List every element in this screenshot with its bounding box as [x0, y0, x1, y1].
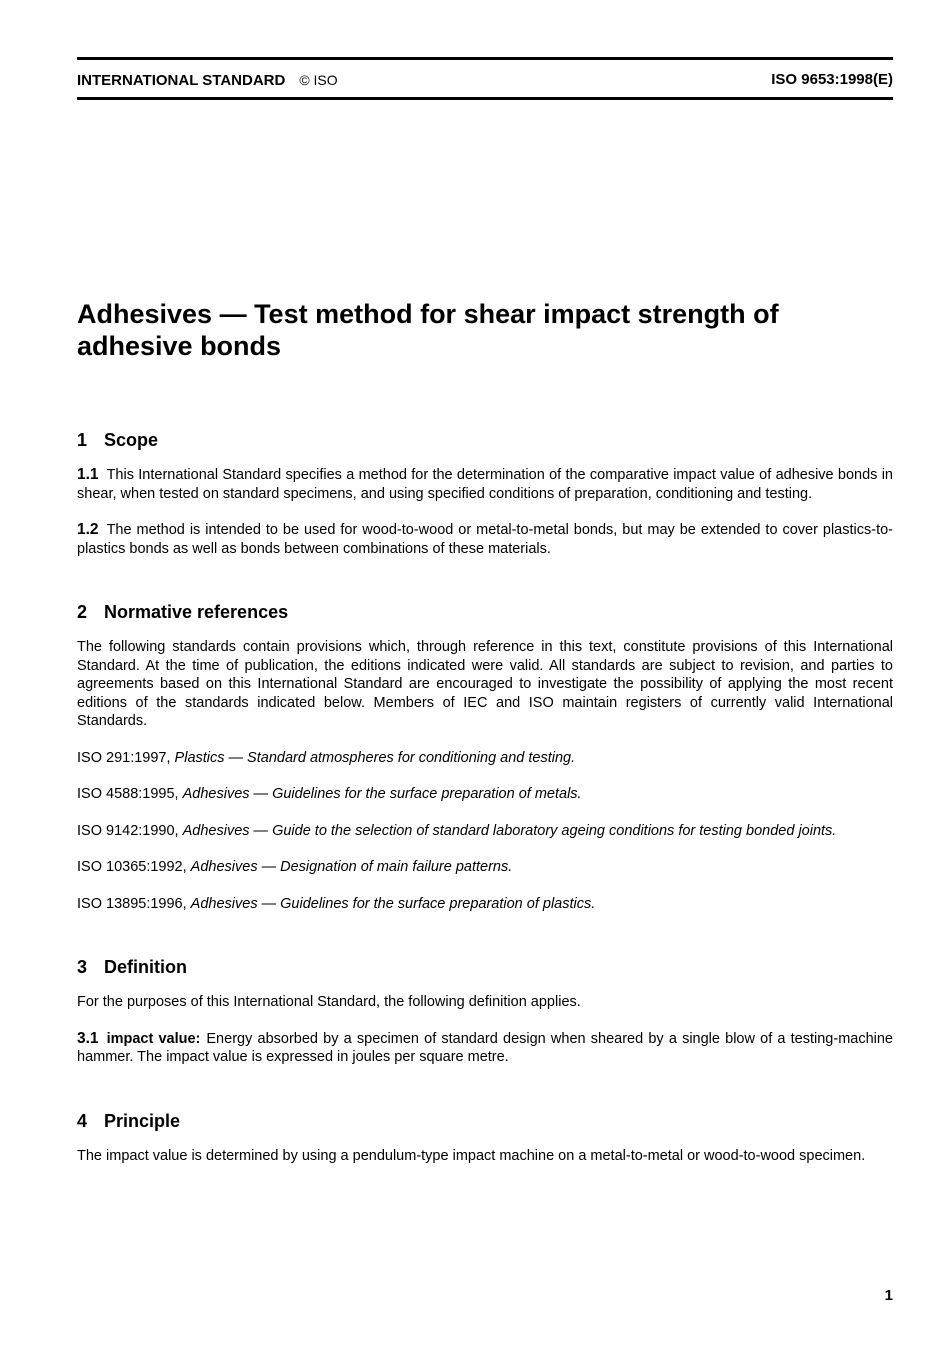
document-title: Adhesives — Test method for shear impact strength of adhesive bonds [77, 299, 779, 361]
section-number: 2 [77, 602, 88, 622]
section-title: Normative references [104, 602, 289, 622]
clause-number: 3.1 [77, 1029, 99, 1047]
header-copyright: © ISO [299, 72, 338, 88]
reference-title: Plastics — Standard atmospheres for conditioning and testing. [174, 749, 576, 766]
header-bottom-rule [77, 97, 893, 100]
reference-item [77, 822, 893, 841]
reference-code: ISO 4588:1995, [77, 786, 183, 802]
section-title: Principle [104, 1110, 181, 1131]
reference-code: ISO 10365:1992, [77, 859, 191, 875]
principle-text: The impact value is determined by using a pendulum-type impact machine on a metal-to-metal or wood-to-wood specimen. [77, 1147, 866, 1164]
section-heading-definition [77, 955, 893, 979]
document-body [77, 428, 893, 1165]
reference-title: Adhesives — Guide to the selection of standard laboratory ageing conditions for testing bonded joints. [182, 822, 837, 839]
reference-item [77, 785, 893, 804]
running-header [77, 70, 893, 90]
section-title: Definition [104, 957, 187, 977]
section-number: 3 [77, 957, 88, 977]
section-number: 1 [77, 430, 88, 450]
clause-1-2 [77, 521, 893, 558]
section-title: Scope [104, 430, 159, 450]
clause-1-1 [77, 466, 893, 503]
reference-item [77, 895, 893, 914]
reference-code: ISO 291:1997, [77, 749, 175, 766]
section-heading-scope [77, 428, 893, 452]
reference-item [77, 749, 893, 768]
section-number: 4 [77, 1110, 88, 1131]
page-number: 1 [884, 1287, 893, 1304]
normative-references-intro: The following standards contain provisions which, through reference in this text, constitute provisions of this International Standard. At the time of publication, the editions indicated were valid. All standards are subject to revision, and parties to agreements based on this International Standard are encouraged to investigate the possibility of applying the most recent editions of the standards indicated below. Members of IEC and ISO maintain registers of currently valid International Standards. [77, 639, 893, 729]
clause-text: Energy absorbed by a specimen of standard design when sheared by a single blow of a testing-machine hammer. The impact value is expressed in joules per square metre. [77, 1030, 893, 1065]
defined-term: impact value: [106, 1030, 201, 1047]
definition-intro: For the purposes of this International Standard, the following definition applies. [77, 994, 581, 1010]
reference-item [77, 858, 893, 877]
header-document-id: ISO 9653:1998(E) [771, 71, 893, 88]
clause-3-1 [77, 1030, 893, 1067]
section-heading-principle [77, 1109, 893, 1133]
clause-text: This International Standard specifies a method for the determination of the comparative impact value of adhesive bonds in shear, when tested on standard specimens, and using specified conditions of preparation, conditioning and testing. [77, 467, 893, 502]
reference-code: ISO 13895:1996, [77, 895, 191, 912]
clause-text: The method is intended to be used for wood-to-wood or metal-to-metal bonds, but may be extended to cover plastics-to-plastics bonds as well as bonds between combinations of these materials. [77, 522, 893, 557]
header-standard-label: INTERNATIONAL STANDARD [77, 72, 286, 89]
reference-title: Adhesives — Guidelines for the surface preparation of metals. [182, 786, 582, 802]
section-heading-normative-references [77, 600, 893, 624]
header-top-rule [77, 57, 893, 60]
reference-code: ISO 9142:1990, [77, 822, 183, 839]
clause-number: 1.2 [77, 521, 99, 538]
reference-title: Adhesives — Designation of main failure patterns. [190, 859, 513, 875]
clause-number: 1.1 [77, 466, 99, 483]
reference-title: Adhesives — Guidelines for the surface preparation of plastics. [190, 895, 596, 912]
